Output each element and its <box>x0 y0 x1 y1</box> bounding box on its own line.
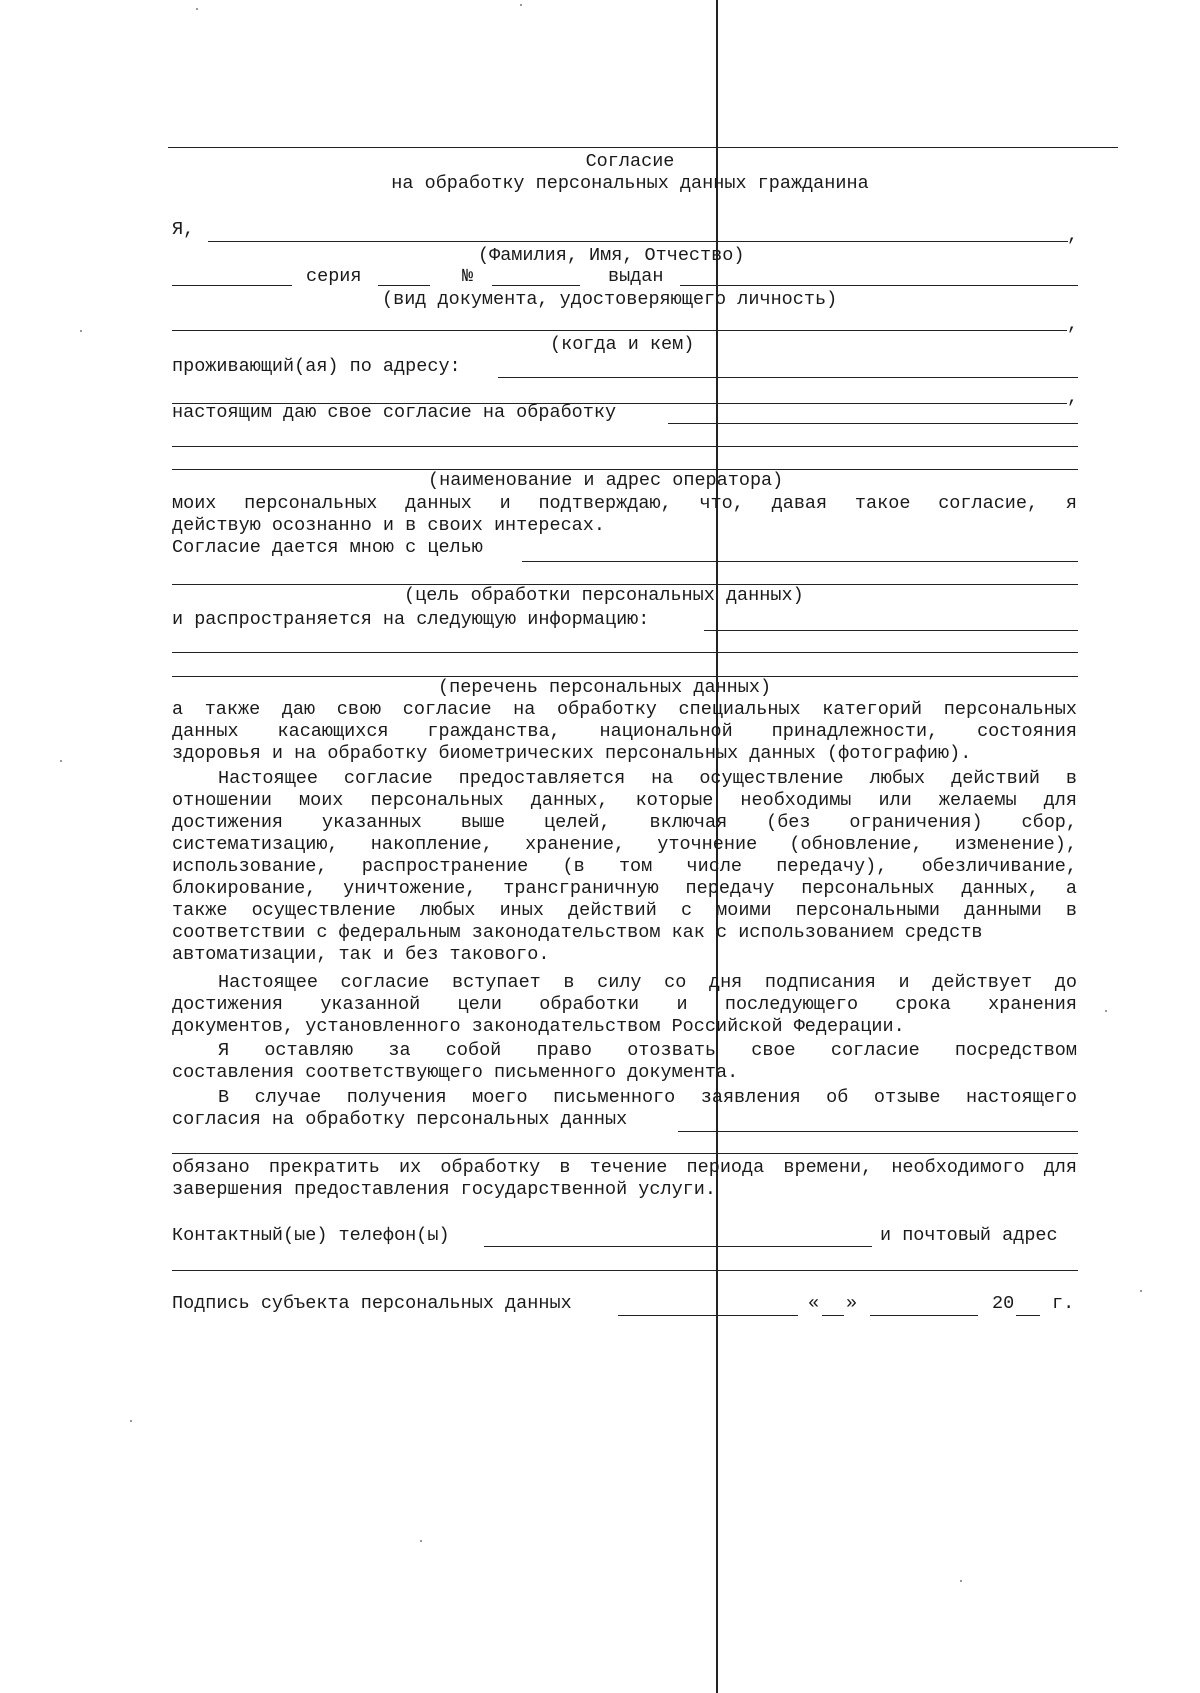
text-line: Я оставляю за собой право отозвать свое согласие посредством <box>218 1040 1077 1061</box>
paragraph-special-categories <box>172 699 1077 765</box>
info-field-line2[interactable] <box>172 652 1078 653</box>
doc-caption: (вид документа, удостоверяющего личность) <box>382 289 838 310</box>
issued-by-field[interactable] <box>172 330 1067 331</box>
date-day-field[interactable] <box>822 1315 844 1316</box>
text-line: использование, распространение (в том числе передачу), обезличивание, <box>172 856 1077 877</box>
document-title: Согласие <box>585 151 675 172</box>
document-subtitle: на обработку персональных данных гражданина <box>391 173 869 194</box>
revoke-line: согласия на обработку персональных данных <box>172 1109 628 1130</box>
text-line: автоматизации, так и без такового. <box>172 944 550 965</box>
text-line: В случае получения моего письменного заявления об отзыве настоящего <box>218 1087 1077 1108</box>
text-line: моих персональных данных и подтверждаю, что, давая такое согласие, я <box>172 493 1077 514</box>
consent-intro: настоящим даю свое согласие на обработку <box>172 402 617 423</box>
text-line: Настоящее согласие вступает в силу со дня подписания и действует до <box>218 972 1077 993</box>
fio-field[interactable] <box>208 241 1068 242</box>
issued-label: выдан <box>608 266 664 287</box>
purpose-caption: (цель обработки персональных данных) <box>404 585 804 606</box>
text-line: действую осознанно и в своих интересах. <box>172 515 605 536</box>
comma-mark: , <box>1067 314 1079 335</box>
text-line: обязано прекратить их обработку в течение периода времени, необходимого для <box>172 1157 1077 1178</box>
operator-caption: (наименование и адрес оператора) <box>428 470 784 491</box>
scan-speck <box>130 1420 132 1422</box>
comma-mark: , <box>1067 387 1079 408</box>
paragraph-validity <box>172 972 1077 1038</box>
text-line: данных касающихся гражданства, национальной принадлежности, состояния <box>172 721 1077 742</box>
year-suffix: г. <box>1052 1293 1075 1314</box>
text-line: а также даю свою согласие на обработку специальных категорий персональных <box>172 699 1077 720</box>
scan-speck <box>1140 1290 1142 1292</box>
doc-type-field[interactable] <box>172 285 292 286</box>
series-field[interactable] <box>378 285 430 286</box>
when-caption: (когда и кем) <box>550 334 695 355</box>
mail-field[interactable] <box>172 1270 1078 1271</box>
operator-field-line2[interactable] <box>172 446 1078 447</box>
text-line: соответствии с федеральным законодательством как с использованием средств <box>172 922 983 943</box>
text-line: документов, установленного законодательством Российской Федерации. <box>172 1016 905 1037</box>
scan-speck <box>1105 1010 1107 1012</box>
date-close-quote: » <box>846 1293 858 1314</box>
text-line: блокирование, уничтожение, трансграничную передачу персональных данных, а <box>172 878 1077 899</box>
text-line: также осуществление любых иных действий с моими персональными данными в <box>172 900 1077 921</box>
top-rule <box>168 147 1118 148</box>
year-prefix: 20 <box>992 1293 1015 1314</box>
paragraph-revocation-case <box>172 1087 1077 1109</box>
text-line: достижения указанных выше целей, включая (без ограничения) сбор, <box>172 812 1077 833</box>
date-open-quote: « <box>808 1293 820 1314</box>
list-caption: (перечень персональных данных) <box>438 677 772 698</box>
mail-label: и почтовый адрес <box>880 1225 1058 1246</box>
text-line: систематизацию, накопление, хранение, уточнение (обновление, изменение), <box>172 834 1077 855</box>
scan-speck <box>960 1580 962 1582</box>
scan-speck <box>420 1540 422 1542</box>
number-label: № <box>462 266 474 287</box>
signature-field[interactable] <box>618 1315 798 1316</box>
address-field[interactable] <box>498 377 1078 378</box>
number-field[interactable] <box>492 285 580 286</box>
purpose-label: Согласие дается мною с целью <box>172 537 483 558</box>
paragraph-awareness <box>172 493 1077 537</box>
series-label: серия <box>306 266 362 287</box>
phone-field[interactable] <box>484 1246 872 1247</box>
issued-field[interactable] <box>680 285 1078 286</box>
scan-speck <box>80 330 82 332</box>
text-line: Настоящее согласие предоставляется на осуществление любых действий в <box>218 768 1077 789</box>
date-month-field[interactable] <box>870 1315 978 1316</box>
text-line: достижения указанной цели обработки и последующего срока хранения <box>172 994 1077 1015</box>
comma-mark: , <box>1067 225 1079 246</box>
paragraph-actions <box>172 768 1077 966</box>
scan-speck <box>520 4 522 6</box>
operator-field[interactable] <box>668 423 1078 424</box>
scan-speck <box>60 760 62 762</box>
scan-speck <box>196 8 198 10</box>
paragraph-obligation <box>172 1157 1077 1201</box>
text-line: завершения предоставления государственной услуги. <box>172 1179 716 1200</box>
revoke-operator-field-line2[interactable] <box>172 1153 1078 1154</box>
purpose-field[interactable] <box>522 561 1078 562</box>
year-field[interactable] <box>1016 1315 1040 1316</box>
text-line: здоровья и на обработку биометрических персональных данных (фотографию). <box>172 743 972 764</box>
i-label: Я, <box>172 219 195 240</box>
text-line: составления соответствующего письменного документа. <box>172 1062 739 1083</box>
paragraph-revocation-right <box>172 1040 1077 1084</box>
sign-label: Подпись субъекта персональных данных <box>172 1293 572 1314</box>
info-field[interactable] <box>704 630 1078 631</box>
info-label: и распространяется на следующую информацию: <box>172 609 650 630</box>
fio-caption: (Фамилия, Имя, Отчество) <box>478 245 745 266</box>
address-label: проживающий(ая) по адресу: <box>172 356 461 377</box>
phone-label: Контактный(ые) телефон(ы) <box>172 1225 450 1246</box>
text-line: отношении моих персональных данных, которые необходимы или желаемы для <box>172 790 1077 811</box>
revoke-operator-field[interactable] <box>678 1131 1078 1132</box>
